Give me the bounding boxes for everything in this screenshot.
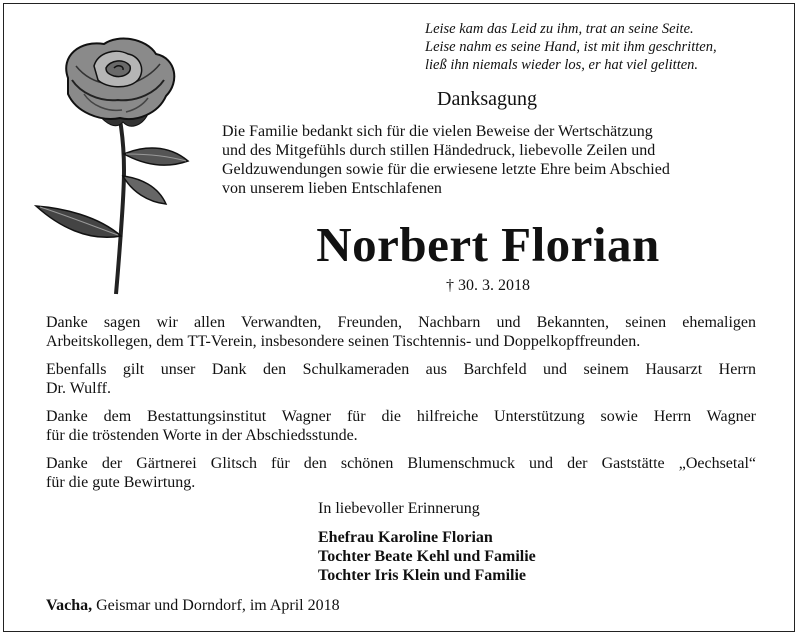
paragraph-line: Danke dem Bestattungsinstitut Wagner für die hilfreiche Unterstützung sowie Herrn Wagner bbox=[46, 408, 756, 425]
signer: Ehefrau Karoline Florian bbox=[318, 529, 493, 546]
thanks-body bbox=[46, 313, 756, 501]
paragraph-line: Ebenfalls gilt unser Dank den Schulkameraden aus Barchfeld und seinem Hausarzt Herrn bbox=[46, 361, 756, 378]
poem-line: Leise nahm es seine Hand, ist mit ihm geschritten, bbox=[425, 39, 717, 55]
signer: Tochter Iris Klein und Familie bbox=[318, 567, 527, 584]
paragraph-line: Arbeitskollegen, dem TT-Verein, insbesondere seinen Tischtennis- und Doppelkopffreunden. bbox=[46, 333, 641, 350]
signer: Tochter Beate Kehl und Familie bbox=[318, 548, 536, 565]
intro-line: Geldzuwendungen sowie für die erwiesene letzte Ehre beim Abschied bbox=[222, 161, 670, 178]
paragraph-line: für die gute Bewirtung. bbox=[46, 474, 196, 491]
intro-text bbox=[222, 122, 754, 198]
paragraph bbox=[46, 407, 756, 445]
paragraph-line: Danke sagen wir allen Verwandten, Freunden, Nachbarn und Bekannten, seinen ehemaligen bbox=[46, 314, 756, 331]
paragraph bbox=[46, 454, 756, 492]
place-and-date bbox=[46, 597, 340, 615]
death-date: † 30. 3. 2018 bbox=[446, 277, 530, 294]
place-rest: Geismar und Dorndorf, im April 2018 bbox=[92, 597, 340, 614]
paragraph-line: Danke der Gärtnerei Glitsch für den schönen Blumenschmuck und der Gaststätte „Oechsetal“ bbox=[46, 455, 756, 472]
intro-line: Die Familie bedankt sich für die vielen Beweise der Wertschätzung bbox=[222, 123, 653, 140]
deceased-name: Norbert Florian bbox=[316, 217, 660, 272]
paragraph bbox=[46, 360, 756, 398]
rose-illustration bbox=[28, 36, 208, 298]
closing-phrase: In liebevoller Erinnerung bbox=[318, 500, 480, 517]
intro-line: von unserem lieben Entschlafenen bbox=[222, 180, 442, 197]
signers bbox=[318, 528, 536, 585]
poem bbox=[425, 20, 785, 74]
poem-line: ließ ihn niemals wieder los, er hat viel gelitten. bbox=[425, 57, 699, 73]
place-town: Vacha, bbox=[46, 597, 93, 614]
paragraph bbox=[46, 313, 756, 351]
heading: Danksagung bbox=[437, 88, 537, 110]
intro-line: und des Mitgefühls durch stillen Händedruck, liebevolle Zeilen und bbox=[222, 142, 656, 159]
paragraph-line: für die tröstenden Worte in der Abschiedsstunde. bbox=[46, 427, 358, 444]
poem-line: Leise kam das Leid zu ihm, trat an seine Seite. bbox=[425, 21, 694, 37]
paragraph-line: Dr. Wulff. bbox=[46, 380, 111, 397]
